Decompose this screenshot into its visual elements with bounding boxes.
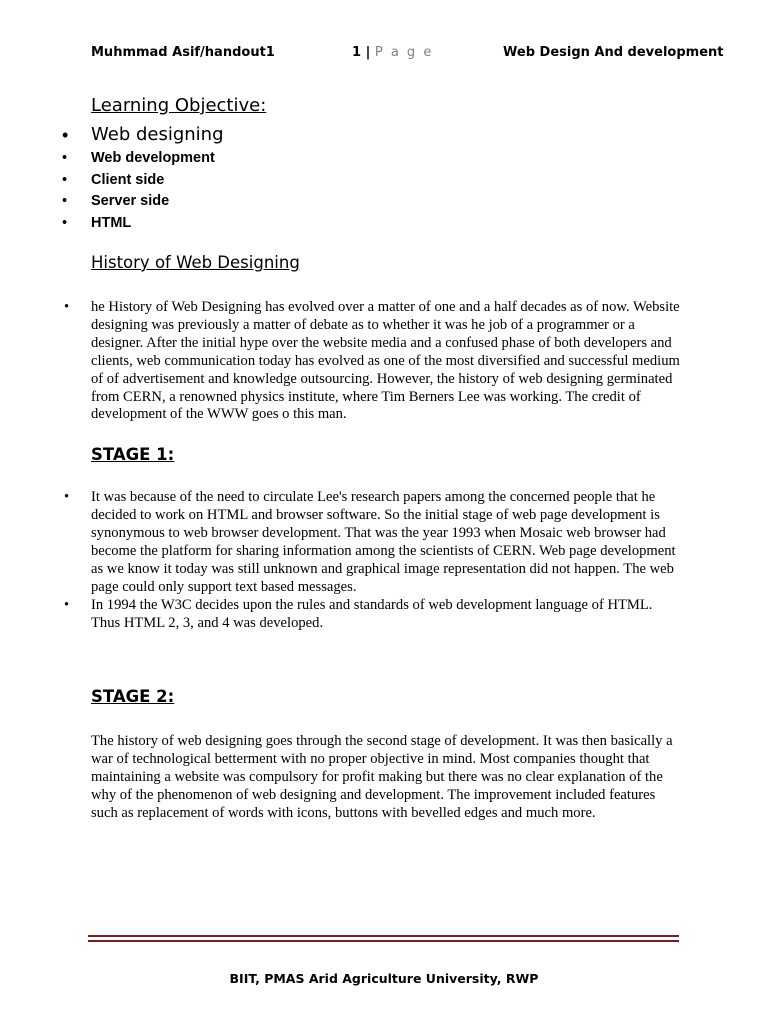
- footer-divider: [88, 940, 679, 942]
- header-page-indicator: [352, 45, 433, 60]
- learning-objective-heading: Learning Objective:: [91, 95, 267, 116]
- stage1-heading: STAGE 1:: [91, 445, 175, 464]
- learning-objective-list: [62, 123, 224, 235]
- header-left-text: Muhmmad Asif/handout1: [91, 45, 275, 60]
- stage1-bullet-text: In 1994 the W3C decides upon the rules and standards of web development language of HTML. Thus HTML 2, 3, and 4 was developed.: [91, 597, 653, 631]
- page-separator: |: [365, 45, 371, 60]
- footer-text: BIIT, PMAS Arid Agriculture University, RWP: [229, 971, 539, 986]
- history-paragraph: [64, 299, 681, 424]
- history-heading: History of Web Designing: [91, 253, 300, 272]
- objective-item: • HTML: [62, 213, 224, 235]
- bullet-icon: •: [64, 597, 70, 613]
- bullet-icon: •: [64, 299, 70, 315]
- objective-item: • Web development: [62, 148, 224, 170]
- stage2-heading: STAGE 2:: [91, 687, 175, 706]
- header-right-text: Web Design And development: [503, 45, 724, 60]
- footer-divider: [88, 935, 679, 937]
- page-label: P a g e: [374, 45, 434, 60]
- history-text: he History of Web Designing has evolved over a matter of one and a half decades as of now. Website designing was previously a matter of debate as to whether it was he job of a programmer or a designer. After the initial hype over the website media and a confused phase of both developers and clients, web communication today has evolved as one of the most diversified and successful medium of of advertisement and knowledge outsourcing. However, the history of web designing germinated from CERN, a renowned physics institute, where Tim Berners Lee was working. The credit of development of the WWW goes o this man.: [91, 299, 680, 423]
- stage1-bullet-text: It was because of the need to circulate Lee's research papers among the concerned people that he decided to work on HTML and browser software. So the initial stage of web page development is synonymous to web browser development. That was the year 1993 when Mosaic web browser had become the platform for sharing information among the scientists of CERN. Web page development as we know it today was still unknown and graphical image representation did not happen. The web page could only support text based messages.: [91, 489, 676, 595]
- stage1-bullet: [64, 489, 681, 596]
- page-number: 1: [352, 45, 362, 60]
- objective-item: • Client side: [62, 170, 224, 192]
- objective-item: • Web designing: [62, 123, 224, 147]
- stage1-bullet: [64, 597, 681, 633]
- stage2-paragraph: The history of web designing goes through the second stage of development. It was then basically a war of technological betterment with no proper objective in mind. Most companies thought that maintaining a website was compulsory for profit making but there was no clear explanation of the why of the phenomenon of web designing and development. The improvement included features such as replacement of words with icons, buttons with bevelled edges and much more.: [91, 733, 673, 821]
- bullet-icon: •: [64, 489, 70, 505]
- objective-item: • Server side: [62, 191, 224, 213]
